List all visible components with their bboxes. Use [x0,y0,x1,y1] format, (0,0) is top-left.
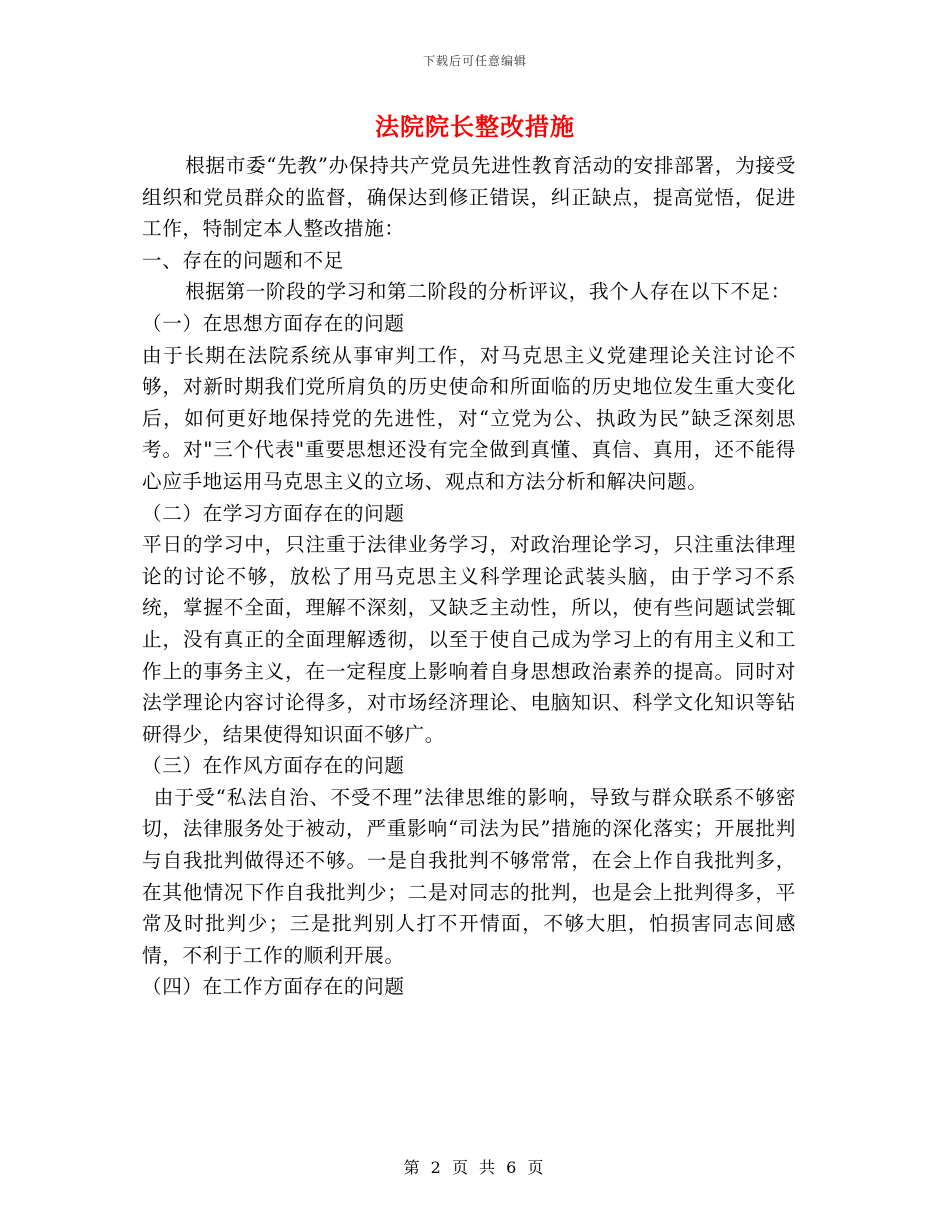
section-heading-problems: 一、存在的问题和不足 [142,248,344,272]
thought-paragraph: 由于长期在法院系统从事审判工作，对马克思主义党建理论关注讨论不够，对新时期我们党所肩负的历史使命和所面临的历史地位发生重大变化后，如何更好地保持党的先进性，对“立党为公、执政为民”缺乏深刻思考。对"三个代表"重要思想还没有完全做到真懂、真信、真用，还不能得心应手地运用马克思主义的立场、观点和方法分析和解决问题。 [142,343,796,493]
study-paragraph: 平日的学习中，只注重于法律业务学习，对政治理论学习，只注重法律理论的讨论不够，放松了用马克思主义科学理论武装头脑，由于学习不系统，掌握不全面，理解不深刻，又缺乏主动性，所以，使有些问题试尝辄止，没有真正的全面理解透彻，以至于使自己成为学习上的有用主义和工作上的事务主义，在一定程度上影响着自身思想政治素养的提高。同时对法学理论内容讨论得多，对市场经济理论、电脑知识、科学文化知识等钻研得少，结果使得知识面不够广。 [142,533,796,746]
page-header-note: 下载后可任意编辑 [422,54,527,68]
subheading-work: （四）在工作方面存在的问题 [142,975,405,999]
subheading-style: （三）在作风方面存在的问题 [142,754,405,778]
subheading-study: （二）在学习方面存在的问题 [142,501,405,525]
problems-intro-paragraph: 根据第一阶段的学习和第二阶段的分析评议，我个人存在以下不足： [185,280,791,304]
subheading-thought: （一）在思想方面存在的问题 [142,311,405,335]
intro-paragraph: 根据市委“先教”办保持共产党员先进性教育活动的安排部署，为接受组织和党员群众的监督，确保达到修正错误，纠正缺点，提高觉悟，促进工作，特制定本人整改措施： [142,154,796,241]
page-number-footer: 第 2 页 共 6 页 [403,1158,547,1177]
document-body [142,150,796,1003]
style-paragraph: 由于受“私法自治、不受不理”法律思维的影响，导致与群众联系不够密切，法律服务处于被动，严重影响“司法为民”措施的深化落实；开展批判与自我批判做得还不够。一是自我批判不够常常，在会上作自我批判多，在其他情况下作自我批判少；二是对同志的批判，也是会上批判得多，平常及时批判少；三是批判别人打不开情面，不够大胆，怕损害同志间感情，不利于工作的顺利开展。 [142,785,796,967]
document-title: 法院院长整改措施 [375,112,575,141]
